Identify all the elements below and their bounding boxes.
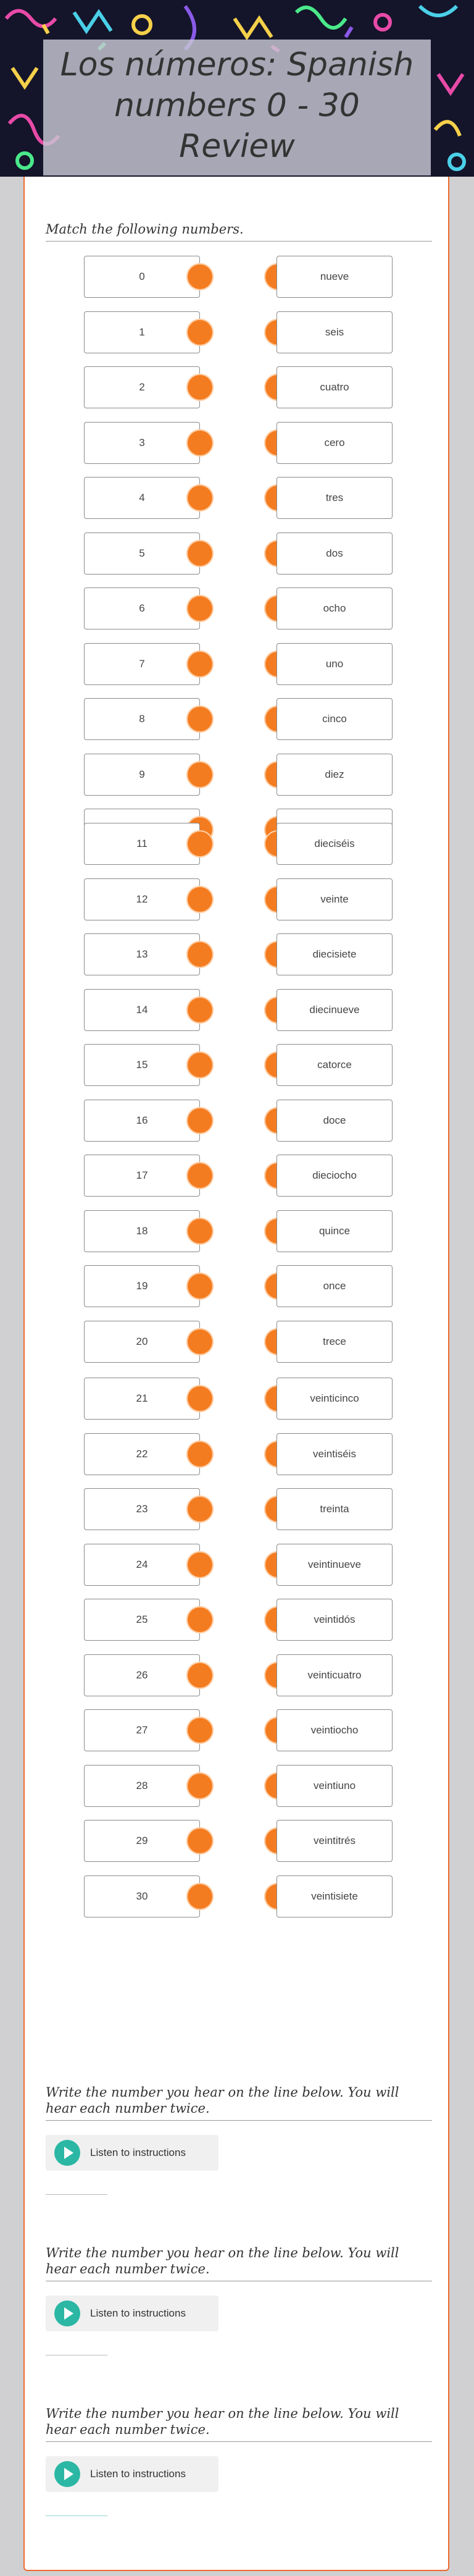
match-right-item[interactable]: treinta	[276, 1488, 393, 1530]
match-row	[25, 1044, 451, 1087]
match-right-item[interactable]: veinticinco	[276, 1378, 393, 1420]
match-right-item[interactable]: diecisiete	[276, 933, 393, 975]
listen-button-label: Listen to instructions	[90, 2307, 186, 2319]
match-dot[interactable]	[186, 1051, 214, 1079]
match-right-item[interactable]: cero	[276, 422, 393, 464]
match-left-item[interactable]: 3	[84, 422, 200, 464]
match-row	[25, 532, 451, 576]
header-banner	[0, 0, 474, 177]
listen-button-label: Listen to instructions	[90, 2468, 186, 2480]
match-row	[25, 1378, 451, 1421]
match-row	[25, 1599, 451, 1642]
play-icon[interactable]	[54, 2461, 80, 2487]
worksheet-body	[23, 177, 449, 2571]
listen-button[interactable]	[46, 2296, 218, 2331]
match-row	[25, 256, 451, 299]
match-row	[25, 311, 451, 355]
match-row	[25, 587, 451, 631]
match-dot[interactable]	[186, 1385, 214, 1412]
match-right-item[interactable]: uno	[276, 643, 393, 685]
match-dot[interactable]	[186, 886, 214, 913]
match-left-item[interactable]: 27	[84, 1709, 200, 1751]
match-right-item[interactable]: quince	[276, 1210, 393, 1252]
match-row	[25, 1433, 451, 1476]
match-left-item[interactable]: 25	[84, 1599, 200, 1641]
match-dot[interactable]	[186, 1662, 214, 1689]
match-left-item[interactable]: 18	[84, 1210, 200, 1252]
match-left-item[interactable]: 5	[84, 532, 200, 575]
match-left-item[interactable]: 16	[84, 1100, 200, 1142]
match-left-item[interactable]: 26	[84, 1654, 200, 1696]
match-dot[interactable]	[186, 484, 214, 511]
listen-instruction: Write the number you hear on the line below. You will hear each number twice.	[46, 2406, 432, 2442]
match-row	[25, 477, 451, 520]
match-right-item[interactable]: once	[276, 1265, 393, 1307]
play-icon[interactable]	[54, 2140, 80, 2166]
match-right-item[interactable]: veintinueve	[276, 1544, 393, 1586]
match-right-item[interactable]: veintiocho	[276, 1709, 393, 1751]
match-right-item[interactable]: veinticuatro	[276, 1654, 393, 1696]
match-left-item[interactable]: 6	[84, 587, 200, 629]
match-dot[interactable]	[186, 319, 214, 346]
match-right-item[interactable]: trece	[276, 1321, 393, 1363]
match-left-item[interactable]: 4	[84, 477, 200, 519]
match-row	[25, 698, 451, 741]
match-right-item[interactable]: veintidós	[276, 1599, 393, 1641]
match-left-item[interactable]: 19	[84, 1265, 200, 1307]
match-left-item[interactable]: 12	[84, 878, 200, 920]
title-panel	[43, 40, 431, 175]
match-row	[25, 1709, 451, 1753]
match-row	[25, 989, 451, 1032]
match-left-item[interactable]: 1	[84, 311, 200, 353]
match-left-item[interactable]: 7	[84, 643, 200, 685]
match-left-item[interactable]: 23	[84, 1488, 200, 1530]
answer-line[interactable]	[46, 2515, 107, 2516]
match-dot[interactable]	[186, 540, 214, 567]
match-row	[25, 1155, 451, 1198]
match-dot[interactable]	[186, 1162, 214, 1189]
match-left-item[interactable]: 0	[84, 256, 200, 298]
answer-line[interactable]	[46, 2194, 107, 2195]
listen-instruction: Write the number you hear on the line below. You will hear each number twice.	[46, 2084, 432, 2121]
match-dot[interactable]	[186, 263, 214, 290]
match-row	[25, 1210, 451, 1253]
match-right-item[interactable]: nueve	[276, 256, 393, 298]
match-right-item[interactable]: diecinueve	[276, 989, 393, 1031]
match-row	[25, 1820, 451, 1863]
match-right-item[interactable]: dos	[276, 532, 393, 575]
match-row	[25, 754, 451, 797]
match-left-item[interactable]: 17	[84, 1155, 200, 1197]
match-right-item[interactable]: cuatro	[276, 366, 393, 408]
match-left-item[interactable]: 29	[84, 1820, 200, 1862]
match-left-item[interactable]: 15	[84, 1044, 200, 1086]
match-row	[25, 1544, 451, 1587]
match-right-item[interactable]: veintiséis	[276, 1433, 393, 1475]
match-row	[25, 422, 451, 465]
match-row	[25, 1265, 451, 1308]
match-dot[interactable]	[186, 1107, 214, 1134]
match-dot[interactable]	[186, 1606, 214, 1633]
match-dot[interactable]	[186, 1496, 214, 1523]
match-row	[25, 1321, 451, 1364]
match-dot[interactable]	[186, 1883, 214, 1910]
match-dot[interactable]	[186, 374, 214, 401]
listen-button-label: Listen to instructions	[90, 2147, 186, 2158]
match-dot[interactable]	[186, 705, 214, 733]
listen-instruction: Write the number you hear on the line below. You will hear each number twice.	[46, 2245, 432, 2281]
match-dot[interactable]	[186, 1273, 214, 1300]
match-dot[interactable]	[186, 996, 214, 1024]
match-instruction: Match the following numbers.	[46, 221, 432, 242]
match-right-item[interactable]: veinte	[276, 878, 393, 920]
match-left-item[interactable]: 2	[84, 366, 200, 408]
match-dot[interactable]	[186, 830, 214, 857]
match-right-item[interactable]: veintiuno	[276, 1765, 393, 1807]
match-right-item[interactable]: doce	[276, 1100, 393, 1142]
match-right-item[interactable]: dieciséis	[276, 823, 393, 865]
match-row	[25, 1488, 451, 1531]
match-left-item[interactable]: 8	[84, 698, 200, 740]
match-right-item[interactable]: veintitrés	[276, 1820, 393, 1862]
listen-button[interactable]	[46, 2135, 218, 2171]
match-dot[interactable]	[186, 761, 214, 788]
match-right-item[interactable]: diez	[276, 754, 393, 796]
match-left-item[interactable]: 30	[84, 1875, 200, 1917]
match-row	[25, 823, 451, 866]
match-right-item[interactable]: ocho	[276, 587, 393, 629]
match-right-item[interactable]: tres	[276, 477, 393, 519]
match-dot[interactable]	[186, 650, 214, 678]
worksheet-title: Los números: Spanish numbers 0 - 30 Review	[60, 46, 414, 165]
match-left-item[interactable]: 9	[84, 754, 200, 796]
match-dot[interactable]	[186, 1772, 214, 1799]
match-dot[interactable]	[186, 1827, 214, 1854]
match-right-item[interactable]: catorce	[276, 1044, 393, 1086]
match-row	[25, 1765, 451, 1808]
match-dot[interactable]	[186, 1328, 214, 1355]
match-row	[25, 1875, 451, 1919]
match-row	[25, 1100, 451, 1143]
play-icon[interactable]	[54, 2300, 80, 2326]
match-left-item[interactable]: 22	[84, 1433, 200, 1475]
match-row	[25, 933, 451, 977]
match-left-item[interactable]: 20	[84, 1321, 200, 1363]
match-left-item[interactable]: 14	[84, 989, 200, 1031]
match-right-item[interactable]: veintisiete	[276, 1875, 393, 1917]
match-dot[interactable]	[186, 595, 214, 622]
match-right-item[interactable]: dieciocho	[276, 1155, 393, 1197]
match-left-item[interactable]: 13	[84, 933, 200, 975]
listen-button[interactable]	[46, 2456, 218, 2492]
match-left-item[interactable]: 24	[84, 1544, 200, 1586]
match-left-item[interactable]: 11	[84, 823, 200, 865]
match-row	[25, 643, 451, 686]
match-right-item[interactable]: seis	[276, 311, 393, 353]
match-dot[interactable]	[186, 941, 214, 968]
match-row	[25, 1654, 451, 1698]
match-dot[interactable]	[186, 1441, 214, 1468]
match-dot[interactable]	[186, 1218, 214, 1245]
match-right-item[interactable]: cinco	[276, 698, 393, 740]
match-row	[25, 366, 451, 410]
match-dot[interactable]	[186, 1717, 214, 1744]
match-left-item[interactable]: 28	[84, 1765, 200, 1807]
match-left-item[interactable]: 21	[84, 1378, 200, 1420]
match-row	[25, 878, 451, 922]
match-dot[interactable]	[186, 429, 214, 457]
match-dot[interactable]	[186, 1551, 214, 1578]
